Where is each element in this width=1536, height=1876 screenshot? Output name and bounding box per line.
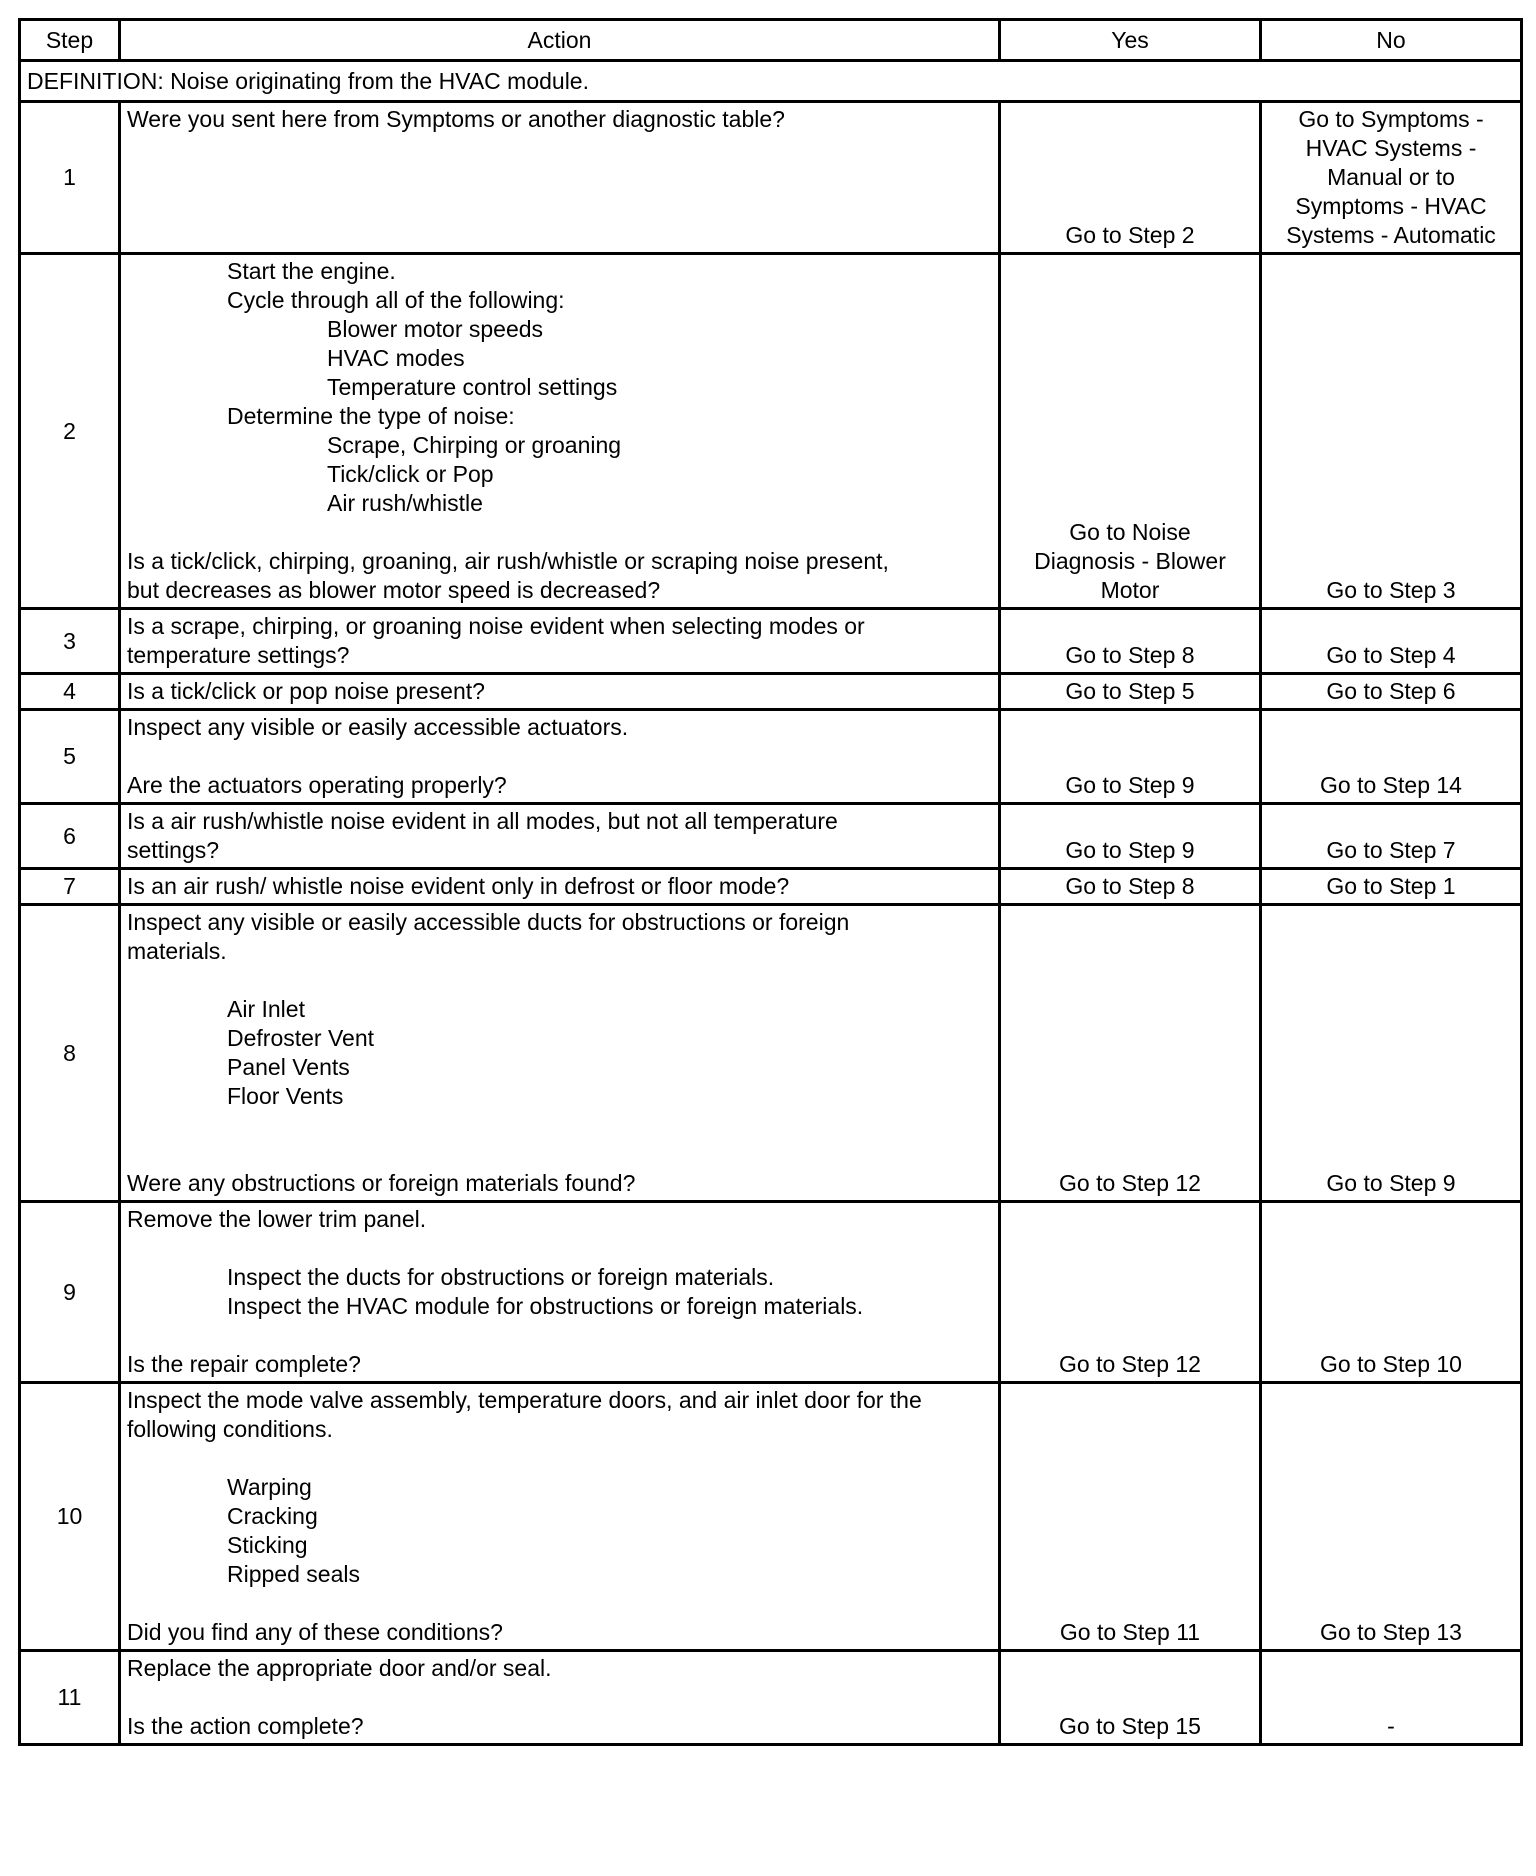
no-result-line: HVAC Systems - — [1305, 135, 1477, 161]
action-question: temperature settings? — [127, 642, 350, 668]
no-result: Go to Step 4 — [1261, 609, 1522, 674]
action-question: Is a air rush/whistle noise evident in all modes, but not all temperature — [127, 808, 838, 834]
header-row — [20, 20, 1522, 61]
step-action — [120, 1651, 1000, 1745]
yes-result-line: Diagnosis - Blower — [1034, 548, 1226, 574]
action-list-item: Defroster Vent — [227, 1025, 375, 1051]
action-line: materials. — [127, 938, 227, 964]
no-result: - — [1261, 1651, 1522, 1745]
action-line: Scrape, Chirping or groaning — [327, 432, 622, 458]
no-result: Go to Step 3 — [1261, 254, 1522, 609]
yes-result: Go to Step 8 — [1000, 609, 1261, 674]
action-question: Were you sent here from Symptoms or another diagnostic table? — [127, 106, 785, 132]
step-number: 1 — [20, 102, 120, 254]
action-line: Inspect any visible or easily accessible ducts for obstructions or foreign — [127, 909, 850, 935]
no-result-line: Manual or to — [1327, 164, 1455, 190]
action-question: Is an air rush/ whistle noise evident only in defrost or floor mode? — [127, 873, 790, 899]
action-line: Remove the lower trim panel. — [127, 1206, 427, 1232]
action-question: Is a scrape, chirping, or groaning noise evident when selecting modes or — [127, 613, 865, 639]
step-number: 7 — [20, 869, 120, 905]
step-number: 9 — [20, 1202, 120, 1383]
step-row-4 — [20, 674, 1522, 710]
step-action — [120, 869, 1000, 905]
action-line: Inspect the mode valve assembly, temperature doors, and air inlet door for the — [127, 1387, 922, 1413]
action-line: Start the engine. — [227, 258, 396, 284]
yes-result: Go to Step 9 — [1000, 804, 1261, 869]
action-question: Is a tick/click, chirping, groaning, air rush/whistle or scraping noise present, — [127, 548, 889, 574]
action-list-item: Panel Vents — [227, 1054, 350, 1080]
step-row-9 — [20, 1202, 1522, 1383]
action-line: Inspect any visible or easily accessible actuators. — [127, 714, 629, 740]
step-row-5 — [20, 710, 1522, 804]
no-result: Go to Step 9 — [1261, 905, 1522, 1202]
step-number: 6 — [20, 804, 120, 869]
yes-result-line: Motor — [1100, 577, 1160, 603]
step-row-11 — [20, 1651, 1522, 1745]
action-line: Replace the appropriate door and/or seal. — [127, 1655, 552, 1681]
step-action — [120, 905, 1000, 1202]
step-number: 3 — [20, 609, 120, 674]
step-action — [120, 1383, 1000, 1651]
yes-result — [1000, 254, 1261, 609]
header-yes: Yes — [1000, 20, 1261, 61]
action-question: Is the action complete? — [127, 1713, 364, 1739]
step-number: 8 — [20, 905, 120, 1202]
step-action — [120, 1202, 1000, 1383]
no-result: Go to Step 6 — [1261, 674, 1522, 710]
action-question: Are the actuators operating properly? — [127, 772, 507, 798]
definition-row — [20, 61, 1522, 102]
header-action: Action — [120, 20, 1000, 61]
step-row-3 — [20, 609, 1522, 674]
yes-result: Go to Step 5 — [1000, 674, 1261, 710]
action-line: Determine the type of noise: — [227, 403, 515, 429]
yes-result: Go to Step 12 — [1000, 905, 1261, 1202]
action-list-item: Inspect the HVAC module for obstructions or foreign materials. — [227, 1293, 864, 1319]
step-action — [120, 674, 1000, 710]
action-line: Air rush/whistle — [327, 490, 483, 516]
step-row-10 — [20, 1383, 1522, 1651]
step-action — [120, 254, 1000, 609]
step-action — [120, 609, 1000, 674]
step-number: 10 — [20, 1383, 120, 1651]
action-list-item: Cracking — [227, 1503, 318, 1529]
step-number: 11 — [20, 1651, 120, 1745]
header-no: No — [1261, 20, 1522, 61]
step-number: 2 — [20, 254, 120, 609]
no-result: Go to Step 1 — [1261, 869, 1522, 905]
action-line: Temperature control settings — [327, 374, 618, 400]
yes-result: Go to Step 2 — [1000, 102, 1261, 254]
no-result — [1261, 102, 1522, 254]
step-row-6 — [20, 804, 1522, 869]
action-list-item: Air Inlet — [227, 996, 305, 1022]
yes-result-line: Go to Noise — [1069, 519, 1191, 545]
action-list-item: Warping — [227, 1474, 312, 1500]
action-question: Is the repair complete? — [127, 1351, 361, 1377]
no-result: Go to Step 13 — [1261, 1383, 1522, 1651]
step-row-2 — [20, 254, 1522, 609]
action-question: but decreases as blower motor speed is decreased? — [127, 577, 661, 603]
diagnostic-table — [18, 18, 1523, 1746]
yes-result: Go to Step 8 — [1000, 869, 1261, 905]
action-question: Did you find any of these conditions? — [127, 1619, 503, 1645]
step-action — [120, 804, 1000, 869]
no-result: Go to Step 14 — [1261, 710, 1522, 804]
yes-result: Go to Step 9 — [1000, 710, 1261, 804]
header-step: Step — [20, 20, 120, 61]
yes-result: Go to Step 11 — [1000, 1383, 1261, 1651]
no-result-line: Go to Symptoms - — [1298, 106, 1484, 132]
action-line: Tick/click or Pop — [327, 461, 494, 487]
step-row-1 — [20, 102, 1522, 254]
action-list-item: Sticking — [227, 1532, 308, 1558]
action-list-item: Floor Vents — [227, 1083, 344, 1109]
action-line: Blower motor speeds — [327, 316, 544, 342]
definition-text: DEFINITION: Noise originating from the HVAC module. — [20, 61, 1522, 102]
no-result: Go to Step 10 — [1261, 1202, 1522, 1383]
action-question: Were any obstructions or foreign materials found? — [127, 1170, 636, 1196]
no-result-line: Systems - Automatic — [1286, 222, 1496, 248]
action-line: Cycle through all of the following: — [227, 287, 565, 313]
action-question: settings? — [127, 837, 220, 863]
action-question: Is a tick/click or pop noise present? — [127, 678, 485, 704]
step-action — [120, 710, 1000, 804]
action-line: following conditions. — [127, 1416, 333, 1442]
step-row-8 — [20, 905, 1522, 1202]
yes-result: Go to Step 15 — [1000, 1651, 1261, 1745]
step-number: 5 — [20, 710, 120, 804]
action-list-item: Inspect the ducts for obstructions or foreign materials. — [227, 1264, 775, 1290]
step-row-7 — [20, 869, 1522, 905]
step-number: 4 — [20, 674, 120, 710]
action-line: HVAC modes — [327, 345, 465, 371]
step-action — [120, 102, 1000, 254]
action-list-item: Ripped seals — [227, 1561, 360, 1587]
no-result-line: Symptoms - HVAC — [1295, 193, 1487, 219]
yes-result: Go to Step 12 — [1000, 1202, 1261, 1383]
no-result: Go to Step 7 — [1261, 804, 1522, 869]
